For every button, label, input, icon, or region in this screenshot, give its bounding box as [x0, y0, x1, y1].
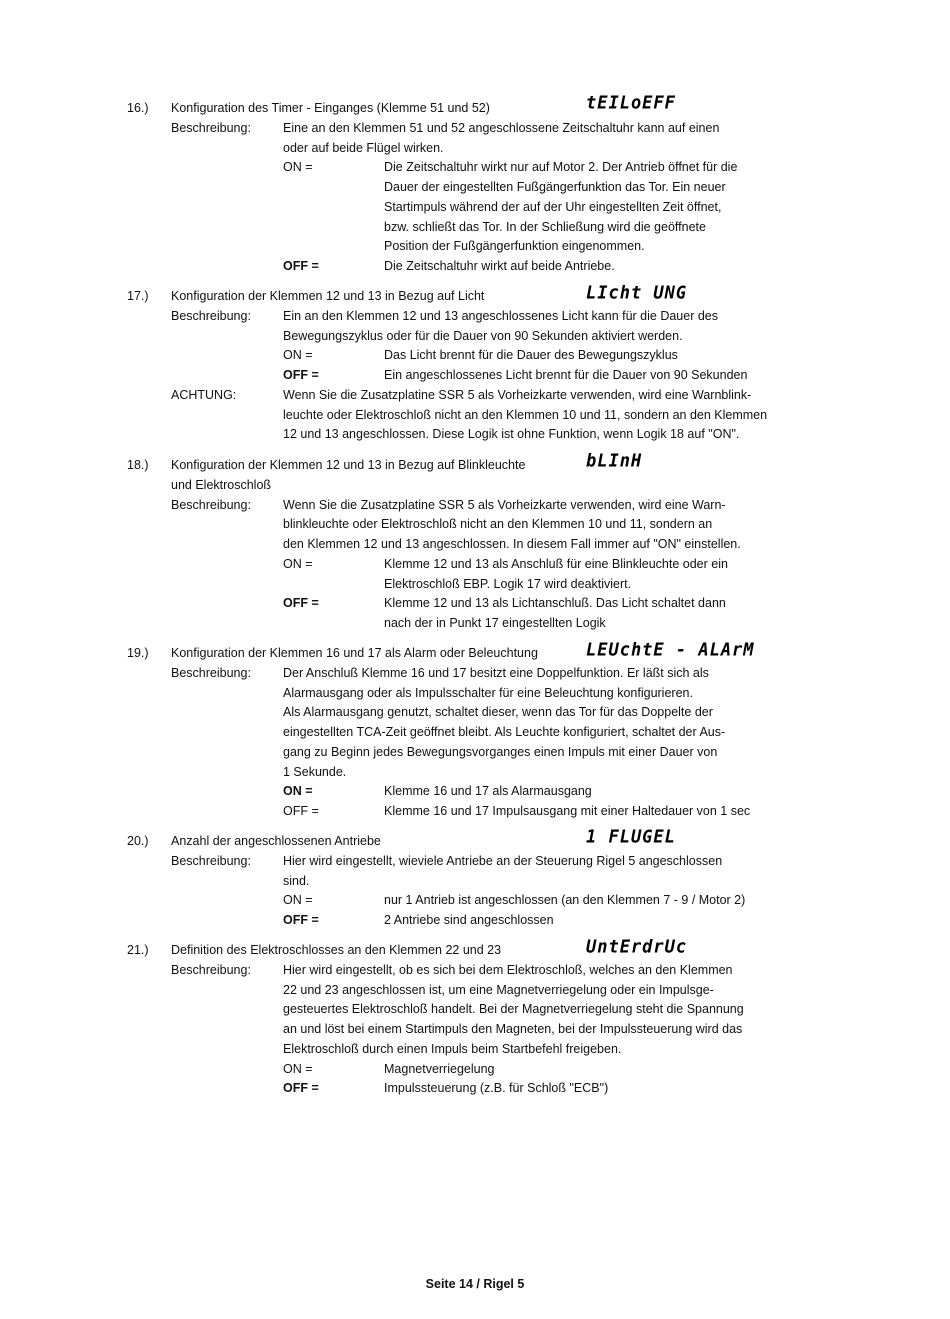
note-line: Wenn Sie die Zusatzplatine SSR 5 als Vorheizkarte verwenden, wird eine Warnblink- [283, 388, 752, 402]
option-on-line: Position der Fußgängerfunktion eingenommen. [384, 239, 645, 253]
section-number: 17.) [127, 289, 149, 303]
option-on-line: Klemme 12 und 13 als Anschluß für eine Blinkleuchte oder ein [384, 557, 728, 571]
option-on-label: ON = [283, 1062, 313, 1076]
section-number: 20.) [127, 834, 149, 848]
description-line: Bewegungszyklus oder für die Dauer von 90 Sekunden aktiviert werden. [283, 329, 683, 343]
section-number: 19.) [127, 646, 149, 660]
description-line: 1 Sekunde. [283, 765, 347, 779]
option-on-line: Startimpuls während der auf der Uhr eingestellten Zeit öffnet, [384, 200, 722, 214]
description-line: Hier wird eingestellt, wieviele Antriebe an der Steuerung Rigel 5 angeschlossen [283, 854, 723, 868]
description-line: oder auf beide Flügel wirken. [283, 141, 444, 155]
section-title: Definition des Elektroschlosses an den Klemmen 22 und 23 [171, 943, 502, 957]
option-off-line: 2 Antriebe sind angeschlossen [384, 913, 554, 927]
description-line: Elektroschloß durch einen Impuls beim Startbefehl freigeben. [283, 1042, 622, 1056]
description-line: 22 und 23 angeschlossen ist, um eine Magnetverriegelung oder ein Impulsge- [283, 983, 714, 997]
description-line: Ein an den Klemmen 12 und 13 angeschlossenes Licht kann für die Dauer des [283, 309, 719, 323]
description-line: Wenn Sie die Zusatzplatine SSR 5 als Vorheizkarte verwenden, wird eine Warn- [283, 498, 726, 512]
option-on-label: ON = [283, 557, 313, 571]
section-title: Konfiguration der Klemmen 16 und 17 als Alarm oder Beleuchtung [171, 646, 538, 660]
lcd-display-code: bLInH [586, 451, 643, 472]
description-line: an und löst bei einem Startimpuls den Magneten, bei der Impulssteuerung wird das [283, 1022, 743, 1036]
section-number: 16.) [127, 101, 149, 115]
description-label: Beschreibung: [171, 498, 251, 512]
lcd-display-code: LIcht UNG [586, 283, 688, 304]
option-on-line: Elektroschloß EBP. Logik 17 wird deaktiviert. [384, 577, 632, 591]
description-line: Als Alarmausgang genutzt, schaltet dieser, wenn das Tor für das Doppelte der [283, 705, 713, 719]
option-on-line: Das Licht brennt für die Dauer des Bewegungszyklus [384, 348, 678, 362]
option-on-line: Die Zeitschaltuhr wirkt nur auf Motor 2. Der Antrieb öffnet für die [384, 160, 738, 174]
description-label: Beschreibung: [171, 309, 251, 323]
lcd-display-code: UntErdrUc [586, 937, 688, 958]
description-line: Der Anschluß Klemme 16 und 17 besitzt eine Doppelfunktion. Er läßt sich als [283, 666, 709, 680]
option-off-line: Klemme 16 und 17 Impulsausgang mit einer Haltedauer von 1 sec [384, 804, 751, 818]
option-on-label: ON = [283, 348, 313, 362]
option-on-line: Klemme 16 und 17 als Alarmausgang [384, 784, 592, 798]
option-off-line: Klemme 12 und 13 als Lichtanschluß. Das Licht schaltet dann [384, 596, 726, 610]
option-on-label: ON = [283, 160, 313, 174]
option-off-label: OFF = [283, 1081, 319, 1095]
section-title: Anzahl der angeschlossenen Antriebe [171, 834, 381, 848]
option-on-label: ON = [283, 784, 313, 798]
option-off-label: OFF = [283, 596, 319, 610]
description-line: eingestellten TCA-Zeit geöffnet bleibt. Als Leuchte konfiguriert, schaltet der Aus- [283, 725, 726, 739]
option-on-line: nur 1 Antrieb ist angeschlossen (an den Klemmen 7 - 9 / Motor 2) [384, 893, 746, 907]
option-off-label: OFF = [283, 259, 319, 273]
section-title: Konfiguration der Klemmen 12 und 13 in Bezug auf Blinkleuchte [171, 458, 526, 472]
option-off-label: OFF = [283, 913, 319, 927]
option-off-label: OFF = [283, 368, 319, 382]
description-label: Beschreibung: [171, 666, 251, 680]
lcd-display-code: 1 FLUGEL [586, 827, 676, 848]
section-title: Konfiguration des Timer - Einganges (Klemme 51 und 52) [171, 101, 490, 115]
description-line: blinkleuchte oder Elektroschloß nicht an den Klemmen 10 und 11, sondern an [283, 517, 713, 531]
section-number: 21.) [127, 943, 149, 957]
option-on-label: ON = [283, 893, 313, 907]
description-line: gang zu Beginn jedes Bewegungsvorganges einen Impuls mit einer Dauer von [283, 745, 718, 759]
page-footer: Seite 14 / Rigel 5 [425, 1277, 525, 1291]
option-on-line: bzw. schließt das Tor. In der Schließung wird die geöffnete [384, 220, 706, 234]
description-line: sind. [283, 874, 310, 888]
note-label: ACHTUNG: [171, 388, 237, 402]
section-number: 18.) [127, 458, 149, 472]
note-line: leuchte oder Elektroschloß nicht an den Klemmen 10 und 11, sondern an den Klemmen [283, 408, 768, 422]
lcd-display-code: tEILoEFF [586, 93, 676, 114]
option-off-line: nach der in Punkt 17 eingestellten Logik [384, 616, 606, 630]
description-line: Eine an den Klemmen 51 und 52 angeschlossene Zeitschaltuhr kann auf einen [283, 121, 720, 135]
option-off-line: Impulssteuerung (z.B. für Schloß "ECB") [384, 1081, 609, 1095]
lcd-display-code: LEUchtE - ALArM [586, 640, 755, 661]
description-line: Alarmausgang oder als Impulsschalter für eine Beleuchtung konfigurieren. [283, 686, 693, 700]
section-title-continued: und Elektroschloß [171, 478, 272, 492]
option-on-line: Magnetverriegelung [384, 1062, 495, 1076]
section-title: Konfiguration der Klemmen 12 und 13 in Bezug auf Licht [171, 289, 485, 303]
option-off-line: Die Zeitschaltuhr wirkt auf beide Antriebe. [384, 259, 615, 273]
description-label: Beschreibung: [171, 963, 251, 977]
description-line: gesteuertes Elektroschloß handelt. Bei der Magnetverriegelung steht die Spannung [283, 1002, 744, 1016]
option-off-line: Ein angeschlossenes Licht brennt für die Dauer von 90 Sekunden [384, 368, 748, 382]
option-on-line: Dauer der eingestellten Fußgängerfunktion das Tor. Ein neuer [384, 180, 726, 194]
description-label: Beschreibung: [171, 854, 251, 868]
description-line: Hier wird eingestellt, ob es sich bei dem Elektroschloß, welches an den Klemmen [283, 963, 733, 977]
option-off-label: OFF = [283, 804, 319, 818]
note-line: 12 und 13 angeschlossen. Diese Logik ist ohne Funktion, wenn Logik 18 auf "ON". [283, 427, 740, 441]
description-label: Beschreibung: [171, 121, 251, 135]
description-line: den Klemmen 12 und 13 angeschlossen. In diesem Fall immer auf "ON" einstellen. [283, 537, 741, 551]
